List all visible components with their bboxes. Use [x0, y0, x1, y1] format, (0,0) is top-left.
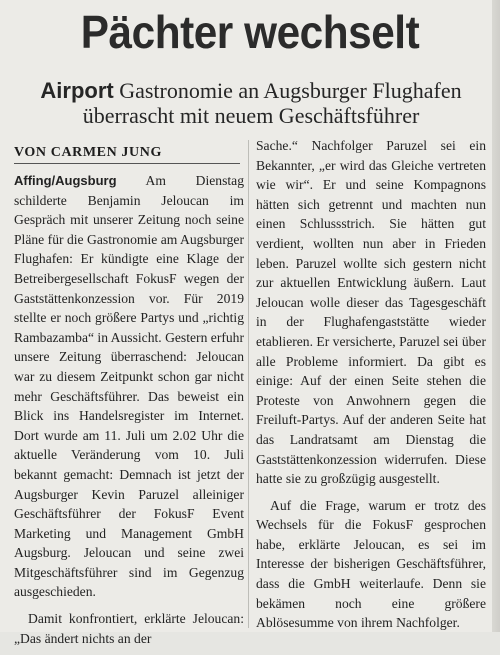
- headline: Pächter wechselt: [80, 6, 420, 58]
- paragraph-1-text: Am Dienstag schilderte Benjamin Jeloucan im Gespräch mit unserer Zeitung noch seine Pläne für die Gastronomie am Augsburger Flughafen: Er kündigte eine Klage der Betreibergesellschaft FokusF wegen der Gaststättenkonzession vor. Für 2019 stellte er noch größere Partys und „richtig Rambazamba“ in Aussicht. Gestern erfuhr unsere Zeitung überraschend: Jeloucan war zu diesem Zeitpunkt schon gar nicht mehr Geschäftsführer. Das beweist ein Blick ins Handelsregister im Internet. Dort wurde am 11. Juli um 2.02 Uhr die aktuelle Veränderung vom 10. Juli bekannt gemacht: Demnach ist jetzt der Augsburger Kevin Paruzel alleiniger Geschäftsführer der FokusF Event Marketing und Management GmbH Augsburg. Jeloucan und seine zwei Mitgeschäftsführer sind im Gegenzug ausgeschieden.: [14, 173, 244, 600]
- paragraph-1: [14, 171, 244, 602]
- subheadline: [8, 78, 494, 128]
- column-divider: [248, 140, 249, 628]
- paragraph-2-continued: Sache.“ Nachfolger Paruzel sei ein Bekannter, „er wird das Gleiche vertreten wie wir“. Er und seine Kompagnons hätten sich getrennt und machten nun einen Schlussstrich. Sie hätten gut verdient, wollten nun aber in Frieden leben. Paruzel wollte sich gestern nicht zur aktuellen Entwicklung äußern. Laut Jeloucan wolle dieser das Tagesgeschäft in der Flughafengaststätte wieder etablieren. Er versicherte, Paruzel sei über alle Probleme informiert. Da gibt es einige: Auf der einen Seite stehen die Proteste von Anwohnern gegen die Freiluft-Partys. Auf der anderen Seite hat das Landratsamt am Dienstag die Gaststättenkonzession widerrufen. Diese hatte sie zu großzügig ausgestellt.: [256, 138, 486, 487]
- subhead-kicker: Airport: [40, 78, 114, 103]
- dateline: Affing/Augsburg: [14, 173, 117, 188]
- subhead-text: Gastronomie an Augsburger Flughafen überrascht mit neuem Geschäftsführer: [82, 78, 462, 128]
- paragraph-3: Auf die Frage, warum er trotz des Wechsels für die FokusF gesprochen habe, erklärte Jeloucan, es sei im Interesse der bisherigen Geschäftsführer, dass die GmbH weiterlaufe. Denn sie bekämen noch eine größere Ablösesumme von ihrem Nachfolger.: [256, 497, 486, 631]
- paragraph-2-start: Damit konfrontiert, erklärte Jeloucan: „Das ändert nichts an der: [14, 611, 244, 646]
- byline: VON CARMEN JUNG: [14, 145, 240, 164]
- column-right: [256, 136, 486, 640]
- column-left: [14, 171, 244, 655]
